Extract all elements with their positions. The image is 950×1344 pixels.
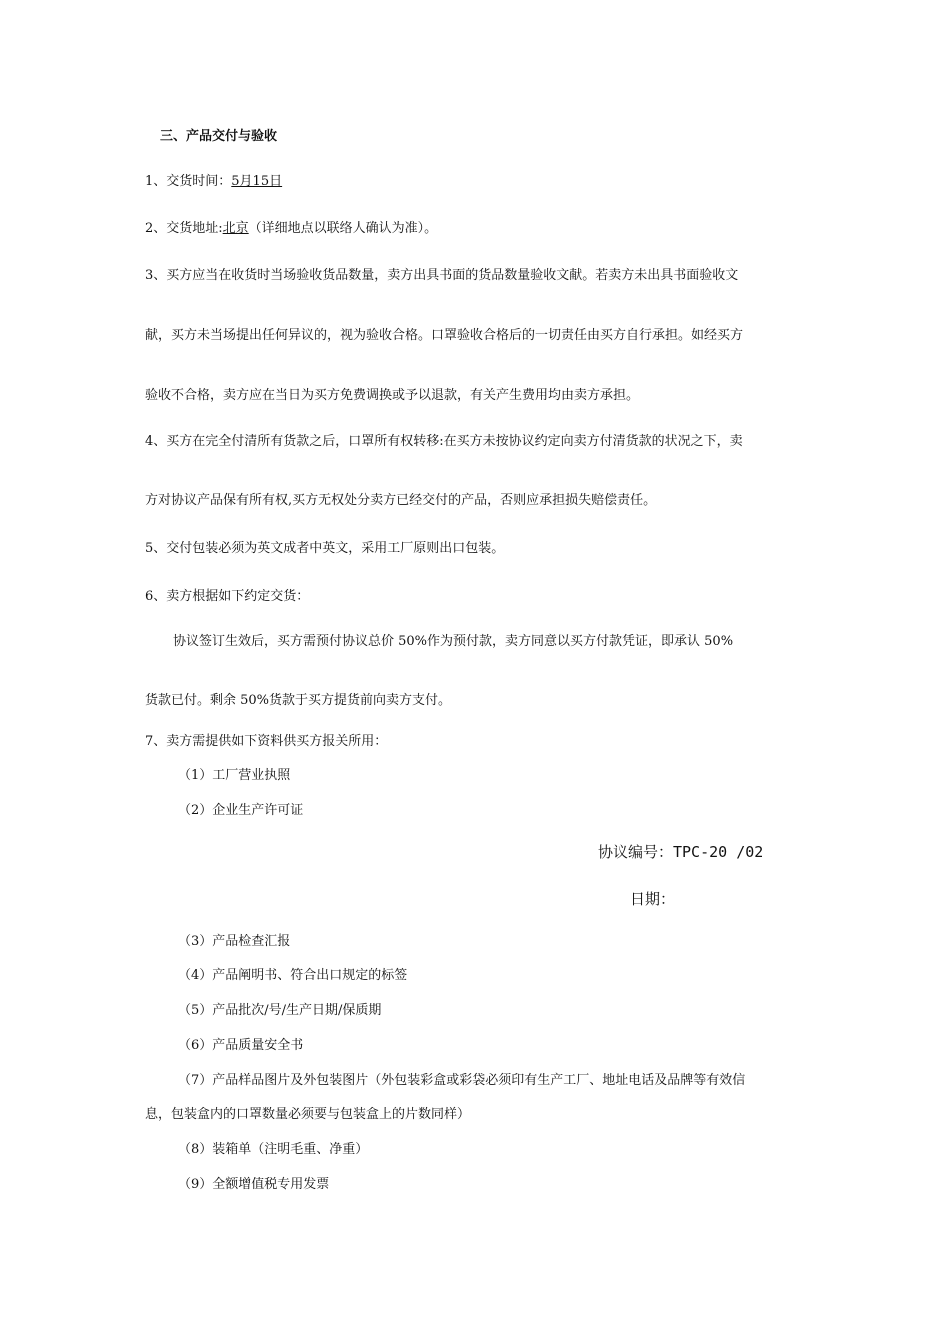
item-7-sub-7-line-2: 息，包装盒内的口罩数量必须要与包装盒上的片数同样） <box>145 1107 471 1122</box>
contract-number: 协议编号：TPC-20 /02 <box>598 843 764 861</box>
date-label: 日期： <box>630 890 676 908</box>
item-7-sub-9: （9）全额增值税专用发票 <box>178 1177 330 1192</box>
item-1-prefix: 1、交货时间： <box>145 174 232 189</box>
item-7-sub-7-line-1: （7）产品样品图片及外包装图片（外包装彩盒或彩袋必须印有生产工厂、地址电话及品牌等有效信 <box>178 1073 746 1088</box>
item-6-line-1: 协议签订生效后，买方需预付协议总价 50%作为预付款，卖方同意以买方付款凭证，即承认 50% <box>173 634 734 649</box>
item-6-line-2: 货款已付。剩余 50%货款于买方提货前向卖方支付。 <box>145 693 452 708</box>
item-2-value: 北京 <box>222 221 249 236</box>
item-6-title: 6、卖方根据如下约定交货： <box>145 589 310 604</box>
item-4-line-1: 4、买方在完全付清所有货款之后，口罩所有权转移:在买方未按协议约定向卖方付清货款的状况之下，卖 <box>145 434 743 449</box>
item-1-delivery-time <box>145 173 282 191</box>
item-7-sub-4: （4）产品阐明书、符合出口规定的标签 <box>178 968 408 983</box>
item-2-suffix: （详细地点以联络人确认为准）。 <box>248 221 438 236</box>
item-1-value: 5月15日 <box>231 174 283 189</box>
item-3-line-3: 验收不合格，卖方应在当日为买方免费调换或予以退款，有关产生费用均由卖方承担。 <box>145 388 640 403</box>
item-7-sub-6: （6）产品质量安全书 <box>178 1038 304 1053</box>
item-7-sub-8: （8）装箱单（注明毛重、净重） <box>178 1142 369 1157</box>
item-2-delivery-address <box>145 220 437 238</box>
item-3-line-2: 献，买方未当场提出任何异议的，视为验收合格。口罩验收合格后的一切责任由买方自行承担。如经买方 <box>145 328 744 343</box>
item-7-sub-1: （1）工厂营业执照 <box>178 768 291 783</box>
item-5-packaging: 5、交付包装必须为英文成者中英文，采用工厂原则出口包装。 <box>145 541 505 556</box>
item-7-sub-2: （2）企业生产许可证 <box>178 803 304 818</box>
item-7-sub-5: （5）产品批次/号/生产日期/保质期 <box>178 1003 382 1018</box>
item-7-title: 7、卖方需提供如下资料供买方报关所用： <box>145 734 388 749</box>
item-4-line-2: 方对协议产品保有所有权,买方无权处分卖方已经交付的产品，否则应承担损失赔偿责任。 <box>145 493 657 508</box>
item-2-prefix: 2、交货地址: <box>145 221 223 236</box>
item-7-sub-3: （3）产品检查汇报 <box>178 934 291 949</box>
section-title: 三、产品交付与验收 <box>160 129 278 144</box>
item-3-line-1: 3、买方应当在收货时当场验收货品数量，卖方出具书面的货品数量验收文献。若卖方未出具书面验收文 <box>145 268 739 283</box>
